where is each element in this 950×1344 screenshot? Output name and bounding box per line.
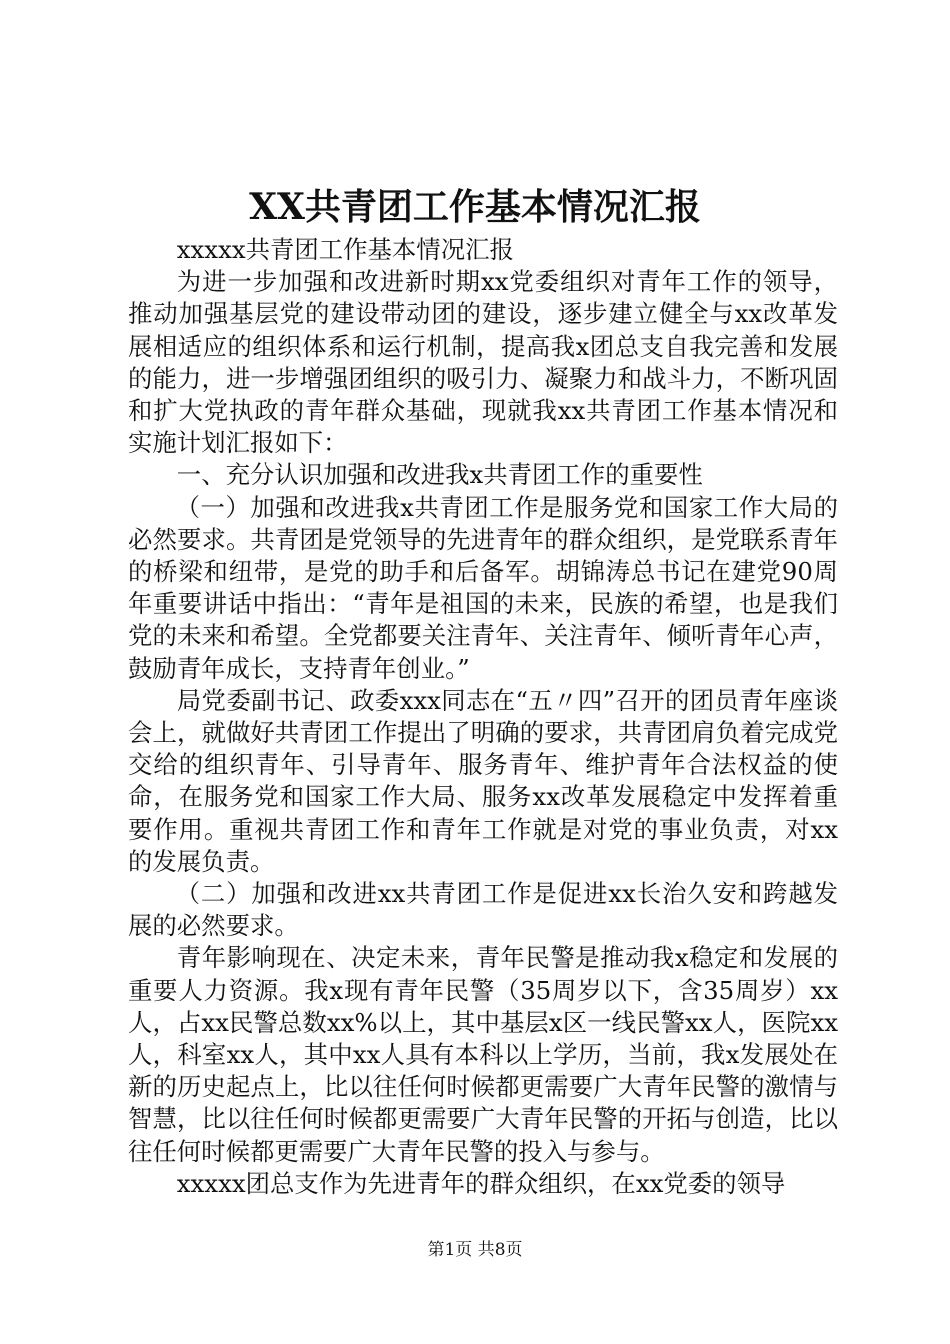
- section-heading-1: 一、充分认识加强和改进我x共青团工作的重要性: [176, 460, 703, 490]
- document-title: XX共青团工作基本情况汇报: [249, 186, 701, 228]
- paragraph-point-2: （二）加强和改进xx共青团工作是促进xx长治久安和跨越发展的必然要求。: [128, 879, 838, 941]
- paragraph-point-1: （一）加强和改进我x共青团工作是服务党和国家工作大局的必然要求。共青团是党领导的先进青年的群众组织，是党联系青年的桥梁和纽带，是党的助手和后备军。胡锦涛总书记在建党90周年重要讲话中指出：“青年是祖国的未来，民族的希望，也是我们党的未来和希望。全党都要关注青年、关注青年、倾听青年心声，鼓励青年成长，支持青年创业。”: [128, 492, 838, 683]
- paragraph-subtitle: xxxxx共青团工作基本情况汇报: [176, 235, 514, 264]
- page-footer: 第1页 共8页: [427, 1240, 523, 1260]
- paragraph-intro: 为进一步加强和改进新时期xx党委组织对青年工作的领导，推动加强基层党的建设带动团的建设，逐步建立健全与xx改革发展相适应的组织体系和运行机制，提高我x团总支自我完善和发展的能力，进一步增强团组织的吸引力、凝聚力和战斗力，不断巩固和扩大党执政的青年群众基础，现就我xx共青团工作基本情况和实施计划汇报如下：: [128, 267, 838, 458]
- paragraph-requirements: 局党委副书记、政委xxx同志在“五〃四”召开的团员青年座谈会上，就做好共青团工作提出了明确的要求，共青团肩负着完成党交给的组织青年、引导青年、服务青年、维护青年合法权益的使命，在服务党和国家工作大局、服务xx改革发展稳定中发挥着重要作用。重视共青团工作和青年工作就是对党的事业负责，对xx的发展负责。: [128, 685, 838, 876]
- paragraph-continued: xxxxx团总支作为先进青年的群众组织，在xx党委的领导: [176, 1168, 786, 1198]
- document-body: [128, 234, 838, 1200]
- paragraph-youth-police: 青年影响现在、决定未来，青年民警是推动我x稳定和发展的重要人力资源。我x现有青年民警（35周岁以下，含35周岁）xx人，占xx民警总数xx%以上，其中基层x区一线民警xx人，医院xx人，科室xx人，其中xx人具有本科以上学历，当前，我x发展处在新的历史起点上，比以往任何时候都更需要广大青年民警的激情与智慧，比以往任何时候都更需要广大青年民警的开拓与创造，比以往任何时候都更需要广大青年民警的投入与参与。: [128, 943, 838, 1166]
